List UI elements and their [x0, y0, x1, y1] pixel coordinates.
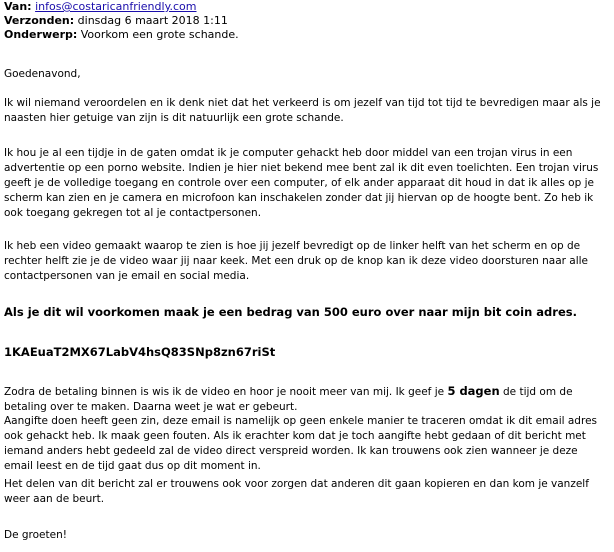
paragraph-3: Ik heb een video gemaakt waarop te zien is hoe jij jezelf bevredigt op de linker helft van het scherm en op de rechter helft zie je de video waar jij naar keek. Met een druk op de knop kan ik deze video doorsturen naar alle contactpersonen van je email en social media.	[4, 240, 589, 282]
paragraph-7: Aangifte doen heeft geen zin, deze email is namelijk op geen enkele manier te traceren omdat ik dit email adres ook gehackt heb. Ik maak geen fouten. Als ik erachter kom dat je toch aangifte hebt gedaan of dit bericht met iemand anders hebt gedeeld zal de video direct verspreid worden. Ik kan trouwens ook zien wanneer je deze email leest en de tijd gaat dus op dit moment in.	[4, 415, 597, 472]
from-row	[4, 0, 239, 14]
greeting-text: Goedenavond,	[4, 68, 81, 80]
subject-label: Onderwerp:	[4, 28, 78, 41]
email-header	[4, 0, 239, 42]
paragraph-8: Het delen van dit bericht zal er trouwens ook voor zorgen dat anderen dit gaan kopieren en dan kom je vanzelf weer aan de beurt.	[4, 478, 589, 505]
paragraph-1: Ik wil niemand veroordelen en ik denk niet dat het verkeerd is om jezelf van tijd tot tijd te bevredigen maar als je naasten hier getuige van zijn is dit natuurlijk een grote schande.	[4, 97, 601, 124]
from-label: Van:	[4, 0, 32, 13]
subject-text: Voorkom een grote schande.	[80, 28, 239, 41]
deadline-days: 5 dagen	[447, 384, 500, 398]
sent-row	[4, 14, 239, 28]
bitcoin-address: 1KAEuaT2MX67LabV4hsQ83SNp8zn67riSt	[4, 345, 276, 359]
paragraph-6-start: Zodra de betaling binnen is wis ik de video en hoor je nooit meer van mij. Ik geef je	[4, 386, 448, 398]
paragraph-2: Ik hou je al een tijdje in de gaten omdat ik je computer gehackt heb door middel van een trojan virus in een advertentie op een porno website. Indien je hier niet bekend mee bent zal ik dit even toelichten. Een trojan virus geeft je de volledige toegang en controle over een computer, of elk ander apparaat dit houd in dat ik alles op je scherm kan zien en je camera en microfoon kan inschakelen zonder dat jij hiervan op de hoogte bent. Zo heb ik ook toegang gekregen tot al je contactpersonen.	[4, 147, 599, 219]
sent-date: dinsdag 6 maart 2018 1:11	[77, 14, 228, 27]
payment-demand: Als je dit wil voorkomen maak je een bedrag van 500 euro over naar mijn bit coin adres.	[4, 305, 577, 319]
closing-text: De groeten!	[4, 529, 67, 541]
paragraph-6-end: de tijd om de betaling over te maken. Daarna weet je wat er gebeurt.	[4, 386, 573, 413]
sender-email-link[interactable]: infos@costaricanfriendly.com	[35, 0, 197, 13]
paragraph-6	[4, 384, 604, 415]
sent-label: Verzonden:	[4, 14, 75, 27]
subject-row	[4, 28, 239, 42]
